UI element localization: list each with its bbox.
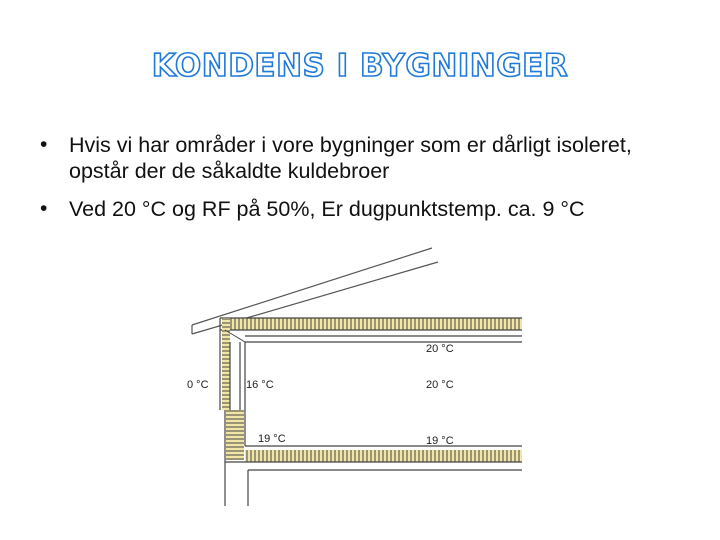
temp-label-floor-corner: 19 °C — [258, 433, 286, 445]
temp-label-ceiling-room: 20 °C — [426, 343, 454, 355]
temp-label-floor-room: 19 °C — [426, 435, 454, 447]
bullet-text: Ved 20 °C og RF på 50%, Er dugpunktstemp. ca. 9 °C — [69, 197, 585, 221]
thermal-bridge-diagram — [170, 238, 530, 513]
bullet-dot-icon: • — [40, 197, 48, 220]
outer-wall — [220, 318, 245, 410]
bullet-list — [38, 132, 688, 234]
bullet-dot-icon: • — [40, 133, 48, 156]
ceiling-construction — [220, 318, 522, 342]
temp-label-wall-inner: 16 °C — [246, 379, 274, 391]
slide-title: KONDENS I BYGNINGER — [151, 48, 569, 84]
bullet-item — [38, 132, 688, 184]
bullet-text: Hvis vi har områder i vore bygninger som er dårligt isoleret, opstår der de såkaldte kuldebroer — [69, 133, 632, 183]
temp-label-outdoor: 0 °C — [187, 379, 209, 391]
bullet-item — [38, 196, 688, 222]
floor-construction — [225, 406, 522, 506]
temp-label-room: 20 °C — [426, 379, 454, 391]
